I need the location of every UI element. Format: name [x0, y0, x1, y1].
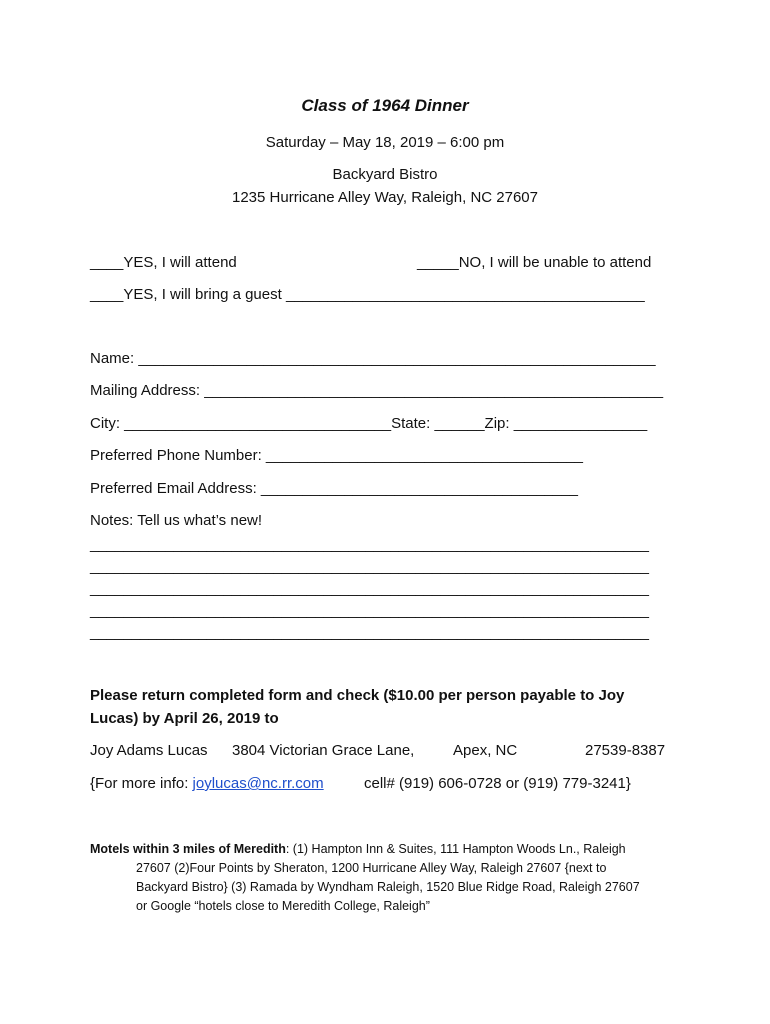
notes-line: ___________________________________________________________________	[90, 624, 649, 641]
venue-address: 1235 Hurricane Alley Way, Raleigh, NC 27607	[232, 189, 538, 206]
return-street: 3804 Victorian Grace Lane,	[232, 742, 415, 759]
return-name: Joy Adams Lucas	[90, 742, 208, 759]
notes-line: ___________________________________________________________________	[90, 602, 649, 619]
motels-line2: 27607 (2)Four Points by Sheraton, 1200 Hurricane Alley Way, Raleigh 27607 {next to	[136, 861, 607, 875]
return-instructions-line1: Please return completed form and check ($10.00 per person payable to Joy	[90, 687, 625, 704]
motels-line1: : (1) Hampton Inn & Suites, 111 Hampton Woods Ln., Raleigh	[285, 842, 626, 856]
return-instructions-line2: Lucas) by April 26, 2019 to	[90, 710, 279, 727]
motels-line	[90, 840, 690, 859]
name-field: Name: ______________________________________________________________	[90, 350, 656, 367]
notes-line: ___________________________________________________________________	[90, 536, 649, 553]
motels-paragraph	[90, 840, 690, 916]
event-date: Saturday – May 18, 2019 – 6:00 pm	[265, 134, 505, 151]
rsvp-yes-guest: ____YES, I will bring a guest ___________________________________________	[90, 286, 645, 303]
more-info-prefix: {For more info:	[90, 775, 193, 792]
mailing-address-field: Mailing Address: _______________________________________________________	[90, 382, 664, 399]
rsvp-yes-attend: ____YES, I will attend	[90, 254, 237, 271]
cell-phone-info: cell# (919) 606-0728 or (919) 779-3241}	[364, 775, 631, 792]
notes-label: Notes: Tell us what’s new!	[90, 512, 263, 529]
return-zip: 27539-8387	[585, 742, 666, 759]
phone-field: Preferred Phone Number: ______________________________________	[90, 447, 583, 464]
notes-line: ___________________________________________________________________	[90, 580, 649, 597]
email-field: Preferred Email Address: ______________________________________	[90, 480, 578, 497]
more-info-line	[90, 774, 324, 794]
return-city: Apex, NC	[453, 742, 518, 759]
notes-line: ___________________________________________________________________	[90, 558, 649, 575]
event-title: Class of 1964 Dinner	[301, 96, 469, 115]
venue-name: Backyard Bistro	[332, 166, 438, 183]
contact-email-link[interactable]: joylucas@nc.rr.com	[192, 775, 324, 792]
motels-line3: Backyard Bistro} (3) Ramada by Wyndham Raleigh, 1520 Blue Ridge Road, Raleigh 27607	[136, 880, 640, 894]
city-state-zip-field: City: ________________________________State: ______Zip: ________________	[90, 415, 648, 432]
rsvp-no-attend: _____NO, I will be unable to attend	[417, 254, 652, 271]
motels-label: Motels within 3 miles of Meredith	[90, 842, 286, 856]
motels-line4: or Google “hotels close to Meredith College, Raleigh”	[136, 899, 430, 913]
